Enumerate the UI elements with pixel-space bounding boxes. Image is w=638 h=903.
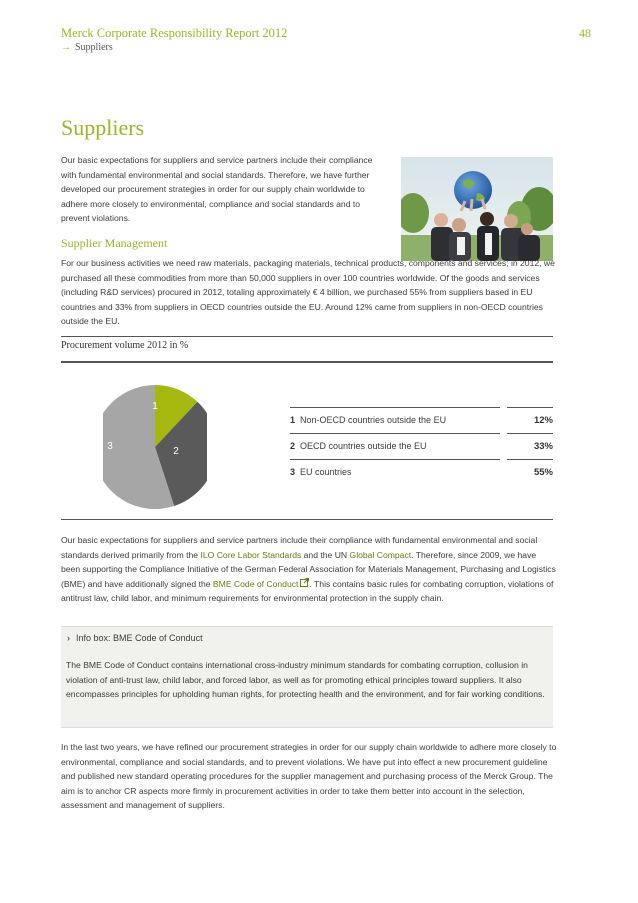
breadcrumb-label: Suppliers [75, 42, 113, 53]
divider [61, 361, 553, 363]
pie-slice-label-3: 3 [107, 441, 113, 452]
legend-row [290, 407, 553, 433]
divider [61, 336, 553, 337]
bme-code-link[interactable]: BME Code of Conduct [212, 578, 299, 589]
page-number: 48 [579, 26, 591, 40]
legend-number: 3 [290, 467, 296, 477]
info-box [61, 626, 553, 728]
photo-team-globe [401, 157, 553, 261]
compliance-paragraph: Our basic expectations for suppliers and service partners include their compliance with fundamental environmental and social standards derived primarily from the ILO Core Labor Standards and the UN Global Compact. Therefore, since 2009, we have been supporting the Compliance Initiative of the German Federal Association for Materials Management, Purchasing and Logistics (BME) and have additionally signed the BME Code of Conduct . This contains basic rules for combating corruption, violations of antitrust law, child labor, and minimum requirements for environmental protection in the supply chain. [61, 535, 556, 604]
legend-number: 2 [290, 441, 296, 451]
chevron-right-icon: › [67, 633, 70, 643]
section-heading: Supplier Management [61, 236, 168, 250]
legend-value: 33% [533, 441, 553, 452]
info-box-title[interactable]: › Info box: BME Code of Conduct [67, 633, 203, 643]
divider [61, 519, 553, 520]
report-title: Merck Corporate Responsibility Report 2012 [61, 26, 288, 40]
strategy-paragraph: In the last two years, we have refined our procurement strategies in order for our supply chain worldwide to adhere more closely to environmental, compliance and social standards, and to prevent violations. We have put into effect a new procurement guideline and published new standard operating procedures for the supplier management and purchasing process of the Merck Group. The aim is to anchor CR aspects more firmly in procurement activities in order to take them better into account in the selection, assessment and management of suppliers. [61, 742, 557, 811]
legend-row [290, 459, 553, 485]
legend-row [290, 433, 553, 459]
legend-value: 12% [533, 415, 553, 426]
supplier-management-paragraph: For our business activities we need raw materials, packaging materials, technical products, components and services; in 2012, we purchased all these commodities from more than 50,000 suppliers in over 100 countries worldwide. Of the goods and services (including R&D services) procured in 2012, totaling approximately € 4 billion, we purchased 55% from suppliers based in EU countries and 33% from suppliers in OECD countries outside the EU. Around 12% came from suppliers in non-OECD countries outside the EU. [61, 258, 555, 327]
legend-label: OECD countries outside the EU [300, 441, 427, 451]
legend-label: EU countries [300, 467, 352, 477]
info-box-text: The BME Code of Conduct contains international cross-industry minimum standards for combating corruption, collusion in violation of anti-trust law, child labor, and forced labor, as well as for promoting ethical principles toward suppliers. It also encompasses principles for upholding human rights, for protecting health and the environment, and for fair working conditions. [66, 660, 545, 700]
legend-number: 1 [290, 415, 296, 425]
procurement-pie-chart [103, 385, 207, 509]
intro-paragraph: Our basic expectations for suppliers and service partners include their compliance with fundamental environmental and social standards. Therefore, we have further developed our procurement strategies in order for our supply chain worldwide to adhere more closely to environmental, compliance and social standards and to prevent violations. [61, 155, 373, 224]
pie-slice-label-1: 1 [152, 401, 158, 412]
chart-legend [290, 407, 553, 485]
pie-slice-label-2: 2 [173, 446, 179, 457]
breadcrumb[interactable] [61, 42, 113, 53]
arrow-right-icon: → [61, 42, 71, 53]
global-compact-link[interactable]: Global Compact [349, 549, 412, 560]
ilo-link[interactable]: ILO Core Labor Standards [200, 549, 302, 560]
chart-title: Procurement volume 2012 in % [61, 340, 189, 351]
legend-label: Non-OECD countries outside the EU [300, 415, 447, 425]
page-title: Suppliers [61, 115, 145, 140]
legend-value: 55% [533, 467, 553, 478]
